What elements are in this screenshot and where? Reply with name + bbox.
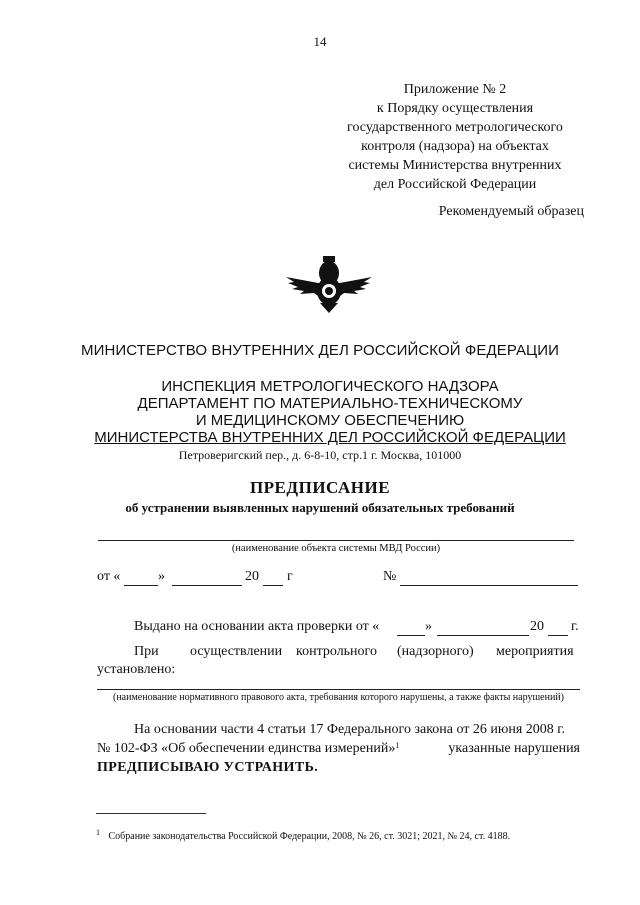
basis-line-2: [97, 741, 580, 757]
department-line-2: И МЕДИЦИНСКОМУ ОБЕСПЕЧЕНИЮ: [195, 412, 465, 429]
date-day-field[interactable]: [124, 585, 158, 586]
date-from-label: от «: [97, 569, 121, 584]
date-month-field[interactable]: [172, 585, 242, 586]
number-field[interactable]: [400, 585, 578, 586]
footnote-ref: 1: [395, 741, 400, 750]
object-name-caption: (наименование объекта системы МВД России): [231, 543, 441, 554]
sample-label: Рекомендуемый образец: [438, 204, 584, 219]
established-label: установлено:: [97, 662, 176, 677]
act-close-quote: »: [425, 619, 432, 634]
ministry-underlined: МИНИСТЕРСТВА ВНУТРЕННИХ ДЕЛ РОССИЙСКОЙ ФЕДЕРАЦИИ: [94, 429, 566, 446]
act-month-field[interactable]: [437, 635, 529, 636]
appendix-line: контроля (надзора) на объектах: [361, 139, 549, 154]
act-year-suffix: г.: [571, 619, 579, 634]
document-title: ПРЕДПИСАНИЕ: [249, 478, 391, 497]
basis-law-ref: № 102-ФЗ «Об обеспечении единства измерений»: [97, 741, 396, 756]
footnote: [96, 828, 510, 842]
address: Петроверигский пер., д. 6-8-10, стр.1 г. Москва, 101000: [178, 448, 462, 462]
during-word: контрольного: [296, 644, 377, 659]
date-year-suffix: г: [287, 569, 293, 584]
document-subtitle: об устранении выявленных нарушений обязательных требований: [125, 500, 515, 515]
basis-line-1: На основании части 4 статьи 17 Федерального закона от 26 июня 2008 г.: [134, 722, 565, 737]
during-word: мероприятия: [496, 644, 574, 659]
during-word: (надзорного): [397, 644, 474, 659]
appendix-header: [330, 80, 580, 194]
page-number: 14: [313, 34, 327, 49]
footnote-text: Собрание законодательства Российской Федерации, 2008, № 26, ст. 3021; 2021, № 24, ст. 4188.: [108, 831, 511, 843]
violations-caption: (наименование нормативного правового акта, требования которого нарушены, а также факты нарушений): [113, 692, 564, 703]
date-close-quote: »: [158, 569, 165, 584]
object-name-line[interactable]: [98, 540, 574, 541]
order-directive: ПРЕДПИСЫВАЮ УСТРАНИТЬ.: [97, 760, 319, 775]
act-year-field[interactable]: [548, 635, 568, 636]
department-line: ДЕПАРТАМЕНТ ПО МАТЕРИАЛЬНО-ТЕХНИЧЕСКОМУ: [137, 395, 523, 412]
ministry-name: МИНИСТЕРСТВО ВНУТРЕННИХ ДЕЛ РОССИЙСКОЙ ФЕДЕРАЦИИ: [80, 342, 560, 359]
inspection-line: ИНСПЕКЦИЯ МЕТРОЛОГИЧЕСКОГО НАДЗОРА: [161, 378, 499, 395]
appendix-line: Приложение № 2: [403, 82, 507, 97]
appendix-line: государственного метрологического: [347, 120, 563, 135]
number-label: №: [383, 569, 397, 584]
appendix-line: к Порядку осуществления: [376, 101, 534, 116]
issued-label: Выдано на основании акта проверки от «: [134, 619, 380, 634]
mvd-emblem-icon: [284, 255, 374, 315]
date-year-prefix: 20: [245, 569, 259, 584]
date-year-field[interactable]: [263, 585, 283, 586]
basis-continuation: указанные нарушения: [448, 741, 580, 756]
during-word: При: [134, 644, 159, 659]
footnote-divider: [96, 813, 206, 814]
violations-line[interactable]: [97, 689, 580, 690]
act-year-prefix: 20: [530, 619, 544, 634]
during-word: осуществлении: [190, 644, 283, 659]
appendix-line: системы Министерства внутренних: [348, 158, 562, 173]
footnote-mark: 1: [96, 828, 100, 837]
appendix-line: дел Российской Федерации: [373, 177, 537, 192]
act-day-field[interactable]: [397, 635, 425, 636]
